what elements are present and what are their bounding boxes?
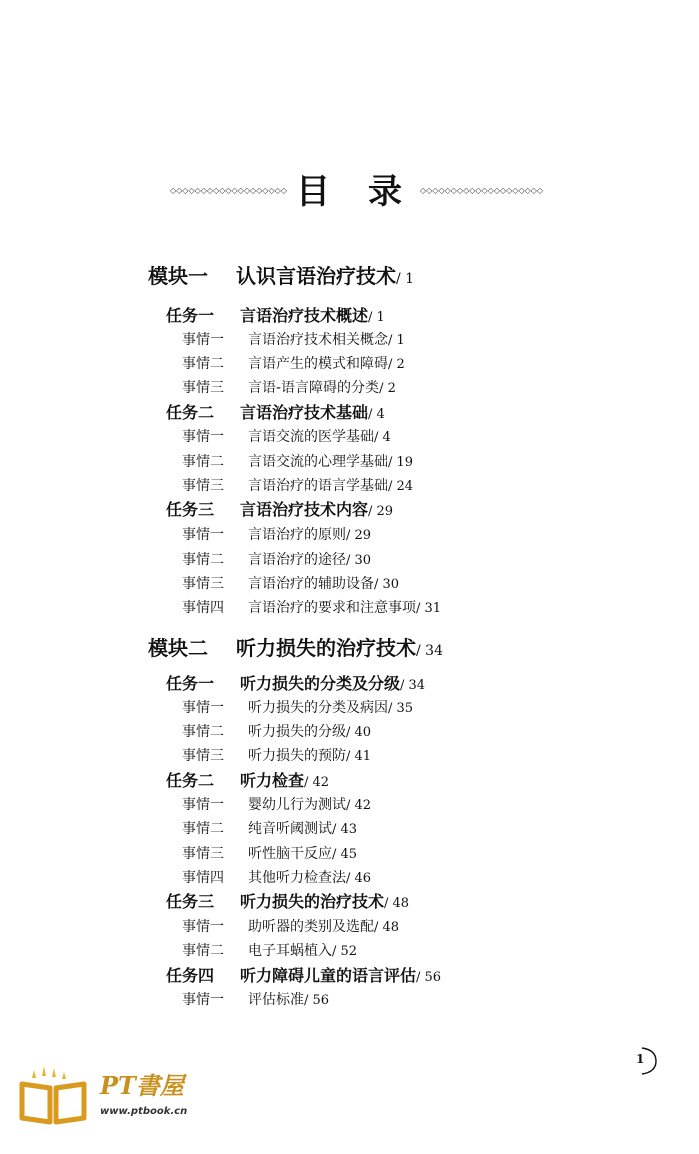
toc-item-page: / 24 <box>388 479 414 494</box>
toc-item-label: 事情一 <box>182 700 224 716</box>
toc-item-label: 事情二 <box>182 943 224 959</box>
toc-item-entry <box>182 744 371 769</box>
toc-item-entry <box>182 328 405 353</box>
page-number: 1 <box>636 1052 645 1066</box>
toc-item-entry <box>182 376 396 401</box>
toc-task-page: / 56 <box>416 970 442 985</box>
toc-item-page: / 43 <box>332 822 358 837</box>
toc-item-label: 事情二 <box>182 821 224 837</box>
toc-item-title: 听力损失的分类及病因 <box>248 700 388 716</box>
toc-item-label: 事情四 <box>182 870 224 886</box>
toc-task-page: / 29 <box>368 504 394 519</box>
toc-task-title: 听力损失的分类及分级 <box>240 674 401 693</box>
toc-item-page: / 30 <box>374 577 400 592</box>
toc-item-label: 事情三 <box>182 380 224 396</box>
toc-item-entry <box>182 548 371 573</box>
toc-item-page: / 30 <box>346 553 372 568</box>
toc-module-entry <box>148 634 443 665</box>
logo-text: PT書屋 <box>100 1071 184 1100</box>
toc-task-page: / 34 <box>400 678 426 693</box>
ornament-left: ◇◇◇◇◇◇◇◇◇◇◇◇◇◇◇◇◇◇◇ <box>170 186 287 195</box>
toc-item-entry <box>182 720 371 745</box>
toc-item-entry <box>182 793 371 818</box>
toc-item-page: / 2 <box>379 381 396 396</box>
toc-item-entry <box>182 842 357 867</box>
toc-item-page: / 41 <box>346 749 372 764</box>
toc-item-entry <box>182 988 329 1013</box>
toc-item-entry <box>182 939 357 964</box>
page-number-badge <box>632 1046 658 1076</box>
toc-task-entry <box>166 304 385 330</box>
toc-task-title: 言语治疗技术概述 <box>240 306 369 325</box>
toc-item-page: / 2 <box>388 357 405 372</box>
toc-item-page: / 19 <box>388 455 414 470</box>
toc-item-label: 事情一 <box>182 429 224 445</box>
toc-item-title: 评估标准 <box>248 992 304 1008</box>
toc-item-title: 言语交流的医学基础 <box>248 429 374 445</box>
toc-item-page: / 48 <box>374 920 400 935</box>
book-logo-icon <box>16 1066 96 1126</box>
toc-item-title: 言语治疗的途径 <box>248 552 346 568</box>
toc-task-entry <box>166 498 393 524</box>
toc-item-entry <box>182 915 399 940</box>
toc-task-title: 听力损失的治疗技术 <box>240 892 385 911</box>
toc-task-entry <box>166 401 385 427</box>
toc-item-title: 助听器的类别及选配 <box>248 919 374 935</box>
toc-item-title: 言语治疗的语言学基础 <box>248 478 388 494</box>
toc-item-title: 言语交流的心理学基础 <box>248 454 388 470</box>
toc-task-label: 任务四 <box>166 966 215 985</box>
toc-task-label: 任务一 <box>166 306 215 325</box>
toc-item-title: 婴幼儿行为测试 <box>248 797 346 813</box>
toc-item-title: 言语治疗技术相关概念 <box>248 332 388 348</box>
toc-item-page: / 1 <box>388 333 405 348</box>
toc-module-page: / 1 <box>396 271 415 287</box>
toc-task-entry <box>166 672 425 698</box>
toc-module-title: 认识言语治疗技术 <box>236 264 396 288</box>
toc-item-title: 听力损失的预防 <box>248 748 346 764</box>
toc-item-label: 事情一 <box>182 797 224 813</box>
toc-task-entry <box>166 769 329 795</box>
toc-item-title: 听力损失的分级 <box>248 724 346 740</box>
toc-task-label: 任务二 <box>166 403 215 422</box>
toc-module-entry <box>148 262 414 293</box>
toc-module-title: 听力损失的治疗技术 <box>236 636 416 660</box>
toc-item-entry <box>182 866 371 891</box>
ptbook-logo <box>16 1066 216 1126</box>
toc-item-label: 事情一 <box>182 527 224 543</box>
toc-item-title: 纯音听阈测试 <box>248 821 332 837</box>
toc-item-title: 言语-语言障碍的分类 <box>248 380 380 396</box>
toc-task-entry <box>166 890 409 916</box>
toc-item-page: / 35 <box>388 701 414 716</box>
toc-item-page: / 4 <box>374 430 391 445</box>
toc-item-entry <box>182 596 441 621</box>
ornament-right: ◇◇◇◇◇◇◇◇◇◇◇◇◇◇◇◇◇◇◇◇ <box>420 186 544 195</box>
toc-item-entry <box>182 696 413 721</box>
toc-task-label: 任务三 <box>166 500 215 519</box>
toc-task-title: 言语治疗技术内容 <box>240 500 369 519</box>
logo-url: www.ptbook.cn <box>100 1106 188 1117</box>
toc-item-title: 电子耳蜗植入 <box>248 943 332 959</box>
toc-item-title: 言语治疗的要求和注意事项 <box>248 600 416 616</box>
toc-module-page: / 34 <box>416 643 443 659</box>
toc-task-title: 言语治疗技术基础 <box>240 403 369 422</box>
toc-item-entry <box>182 425 391 450</box>
toc-task-label: 任务三 <box>166 892 215 911</box>
toc-task-page: / 4 <box>368 407 385 422</box>
toc-item-page: / 52 <box>332 944 358 959</box>
toc-task-page: / 48 <box>384 896 410 911</box>
toc-item-page: / 56 <box>304 993 330 1008</box>
toc-item-entry <box>182 817 357 842</box>
toc-task-page: / 42 <box>304 775 330 790</box>
toc-task-label: 任务一 <box>166 674 215 693</box>
toc-item-label: 事情二 <box>182 724 224 740</box>
toc-item-page: / 31 <box>416 601 442 616</box>
page-title: 目录 <box>296 172 440 212</box>
toc-item-label: 事情二 <box>182 454 224 470</box>
toc-item-entry <box>182 352 405 377</box>
toc-item-label: 事情一 <box>182 332 224 348</box>
toc-item-entry <box>182 450 413 475</box>
toc-item-page: / 40 <box>346 725 372 740</box>
toc-task-page: / 1 <box>368 310 385 325</box>
toc-item-entry <box>182 474 413 499</box>
toc-task-entry <box>166 964 441 990</box>
toc-item-title: 言语治疗的辅助设备 <box>248 576 374 592</box>
toc-item-title: 言语产生的模式和障碍 <box>248 356 388 372</box>
toc-task-label: 任务二 <box>166 771 215 790</box>
toc-item-page: / 45 <box>332 847 358 862</box>
toc-item-title: 言语治疗的原则 <box>248 527 346 543</box>
toc-module-label: 模块一 <box>148 264 208 288</box>
toc-item-label: 事情四 <box>182 600 224 616</box>
toc-item-page: / 42 <box>346 798 372 813</box>
toc-item-label: 事情二 <box>182 552 224 568</box>
toc-item-label: 事情一 <box>182 919 224 935</box>
toc-item-entry <box>182 572 399 597</box>
toc-item-entry <box>182 523 371 548</box>
toc-item-label: 事情三 <box>182 478 224 494</box>
toc-task-title: 听力障碍儿童的语言评估 <box>240 966 417 985</box>
toc-item-title: 听性脑干反应 <box>248 846 332 862</box>
toc-header <box>0 170 699 220</box>
toc-item-label: 事情三 <box>182 846 224 862</box>
toc-module-label: 模块二 <box>148 636 208 660</box>
toc-task-title: 听力检查 <box>240 771 305 790</box>
toc-item-label: 事情三 <box>182 748 224 764</box>
toc-item-title: 其他听力检查法 <box>248 870 346 886</box>
toc-item-label: 事情二 <box>182 356 224 372</box>
toc-item-page: / 29 <box>346 528 372 543</box>
toc-item-label: 事情三 <box>182 576 224 592</box>
toc-item-page: / 46 <box>346 871 372 886</box>
toc-item-label: 事情一 <box>182 992 224 1008</box>
